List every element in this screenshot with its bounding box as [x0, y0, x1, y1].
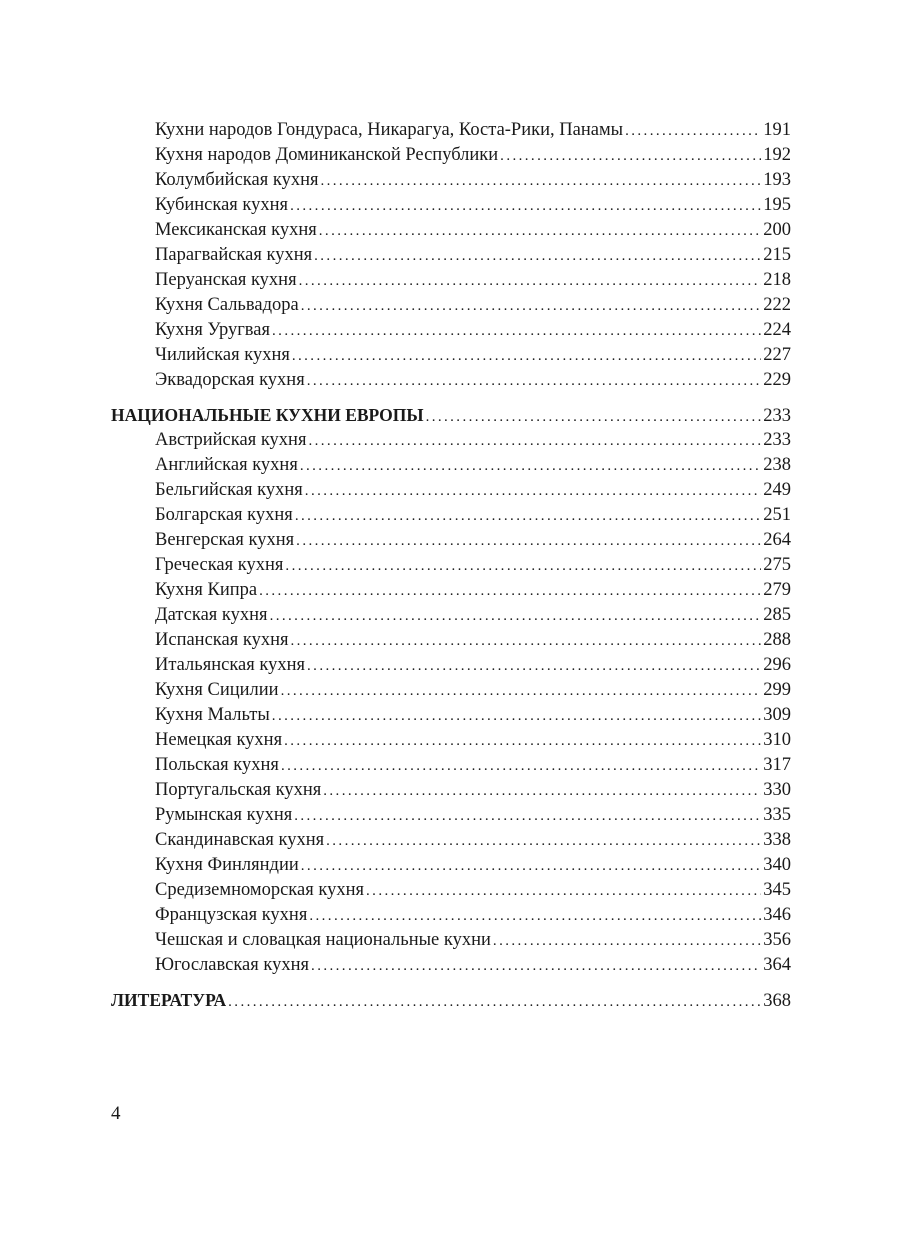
toc-entry[interactable] [111, 928, 791, 953]
toc-entry[interactable] [111, 368, 791, 393]
dot-leader [281, 679, 762, 704]
toc-entry-page: 364 [763, 955, 791, 975]
toc-entry-title: Итальянская кухня [155, 655, 306, 675]
dot-leader [259, 579, 761, 604]
toc-entry-page: 335 [763, 805, 791, 825]
toc-entry-title: Колумбийская кухня [155, 170, 319, 190]
toc-entry-title: Португальская кухня [155, 780, 322, 800]
toc-entry-title: Испанская кухня [155, 630, 289, 650]
page-number: 4 [111, 1103, 121, 1124]
toc-entry-page: 346 [763, 905, 791, 925]
toc-entry[interactable] [111, 193, 791, 218]
toc-entry[interactable] [111, 218, 791, 243]
dot-leader [305, 479, 761, 504]
toc-entry-title: Кухня Финляндии [155, 855, 299, 875]
toc-entry-title: Югославская кухня [155, 955, 310, 975]
toc-entry-page: 356 [763, 930, 791, 950]
dot-leader [307, 369, 762, 394]
toc-entry-page: 193 [763, 170, 791, 190]
dot-leader [301, 294, 762, 319]
dot-leader [285, 554, 761, 579]
toc-entry-page: 200 [763, 220, 791, 240]
dot-leader [299, 269, 762, 294]
dot-leader [290, 629, 761, 654]
dot-leader [323, 779, 761, 804]
toc-entry[interactable] [111, 878, 791, 903]
toc-entry[interactable] [111, 778, 791, 803]
toc-entry-title: Кубинская кухня [155, 195, 289, 215]
dot-leader [294, 804, 761, 829]
toc-entry-title: Кухня Сицилии [155, 680, 279, 700]
toc-entry-page: 227 [763, 345, 791, 365]
toc-entry-page: 191 [763, 120, 791, 140]
toc-entry-title: Мексиканская кухня [155, 220, 317, 240]
toc-entry-title: Скандинавская кухня [155, 830, 325, 850]
dot-leader [296, 529, 761, 554]
toc-entry[interactable] [111, 243, 791, 268]
toc-entry-page: 233 [763, 430, 791, 450]
toc-section-heading[interactable] [111, 403, 791, 428]
table-of-contents [111, 118, 791, 1013]
toc-entry-page: 368 [763, 991, 791, 1011]
toc-section-heading[interactable] [111, 988, 791, 1013]
toc-entry[interactable] [111, 703, 791, 728]
toc-entry-page: 249 [763, 480, 791, 500]
toc-entry[interactable] [111, 953, 791, 978]
toc-entry-title: Греческая кухня [155, 555, 284, 575]
toc-entry[interactable] [111, 828, 791, 853]
dot-leader [295, 504, 761, 529]
toc-entry-title: Кухня народов Доминиканской Республики [155, 145, 499, 165]
toc-entry-title: Австрийская кухня [155, 430, 307, 450]
toc-entry-title: Кухня Сальвадора [155, 295, 299, 315]
toc-entry-title: Английская кухня [155, 455, 298, 475]
dot-leader [290, 194, 761, 219]
toc-entry-title: Кухни народов Гондураса, Никарагуа, Коста-Рики, Панамы [155, 120, 624, 140]
toc-entry-page: 340 [763, 855, 791, 875]
toc-entry[interactable] [111, 143, 791, 168]
toc-entry-page: 345 [763, 880, 791, 900]
dot-leader [320, 169, 761, 194]
toc-entry[interactable] [111, 293, 791, 318]
toc-entry-title: Датская кухня [155, 605, 268, 625]
toc-entry[interactable] [111, 678, 791, 703]
toc-entry-page: 309 [763, 705, 791, 725]
toc-entry-page: 251 [763, 505, 791, 525]
dot-leader [292, 344, 761, 369]
toc-entry-page: 279 [763, 580, 791, 600]
toc-entry-title: Французская кухня [155, 905, 308, 925]
dot-leader [228, 990, 761, 1015]
toc-entry[interactable] [111, 853, 791, 878]
toc-entry-page: 330 [763, 780, 791, 800]
dot-leader [272, 319, 761, 344]
toc-entry-page: 288 [763, 630, 791, 650]
toc-entry[interactable] [111, 803, 791, 828]
dot-leader [301, 854, 761, 879]
dot-leader [426, 405, 762, 430]
toc-entry-title: Немецкая кухня [155, 730, 283, 750]
toc-section-title: НАЦИОНАЛЬНЫЕ КУХНИ ЕВРОПЫ [111, 405, 424, 425]
toc-entry-page: 233 [763, 406, 791, 426]
toc-entry[interactable] [111, 503, 791, 528]
toc-entry[interactable] [111, 453, 791, 478]
dot-leader [326, 829, 761, 854]
dot-leader [319, 219, 761, 244]
toc-entry-page: 296 [763, 655, 791, 675]
toc-entry[interactable] [111, 728, 791, 753]
dot-leader [493, 929, 761, 954]
toc-entry[interactable] [111, 903, 791, 928]
toc-entry-page: 285 [763, 605, 791, 625]
toc-entry-title: Средиземноморская кухня [155, 880, 365, 900]
toc-entry[interactable] [111, 478, 791, 503]
toc-entry-page: 224 [763, 320, 791, 340]
toc-entry-title: Румынская кухня [155, 805, 293, 825]
toc-entry-title: Кухня Кипра [155, 580, 258, 600]
toc-entry-title: Болгарская кухня [155, 505, 293, 525]
dot-leader [311, 954, 761, 979]
toc-entry-title: Эквадорская кухня [155, 370, 305, 390]
toc-entry[interactable] [111, 268, 791, 293]
dot-leader [272, 704, 761, 729]
toc-entry-page: 264 [763, 530, 791, 550]
toc-entry-page: 317 [763, 755, 791, 775]
toc-entry-page: 218 [763, 270, 791, 290]
toc-entry[interactable] [111, 753, 791, 778]
toc-entry[interactable] [111, 653, 791, 678]
toc-entry-page: 310 [763, 730, 791, 750]
toc-entry-page: 238 [763, 455, 791, 475]
toc-entry-title: Чешская и словацкая национальные кухни [155, 930, 491, 950]
dot-leader [308, 429, 761, 454]
toc-entry[interactable] [111, 428, 791, 453]
toc-entry[interactable] [111, 118, 791, 143]
toc-entry-page: 338 [763, 830, 791, 850]
toc-section-title: ЛИТЕРАТУРА [111, 990, 227, 1010]
dot-leader [270, 604, 762, 629]
toc-entry-title: Венгерская кухня [155, 530, 295, 550]
toc-entry[interactable] [111, 528, 791, 553]
toc-entry[interactable] [111, 553, 791, 578]
toc-entry[interactable] [111, 603, 791, 628]
toc-entry-page: 229 [763, 370, 791, 390]
dot-leader [366, 879, 761, 904]
toc-entry[interactable] [111, 168, 791, 193]
toc-entry-title: Кухня Уругвая [155, 320, 271, 340]
dot-leader [300, 454, 761, 479]
toc-entry-page: 299 [763, 680, 791, 700]
toc-entry[interactable] [111, 578, 791, 603]
toc-entry[interactable] [111, 343, 791, 368]
toc-entry[interactable] [111, 628, 791, 653]
toc-entry-title: Бельгийская кухня [155, 480, 303, 500]
toc-entry-title: Перуанская кухня [155, 270, 297, 290]
toc-entry-page: 215 [763, 245, 791, 265]
toc-entry-title: Кухня Мальты [155, 705, 270, 725]
toc-entry-page: 195 [763, 195, 791, 215]
dot-leader [281, 754, 761, 779]
dot-leader [625, 119, 761, 144]
dot-leader [284, 729, 761, 754]
toc-entry-page: 222 [763, 295, 791, 315]
toc-entry-page: 192 [763, 145, 791, 165]
dot-leader [309, 904, 761, 929]
toc-entry-title: Парагвайская кухня [155, 245, 313, 265]
toc-entry-title: Чилийская кухня [155, 345, 290, 365]
dot-leader [307, 654, 761, 679]
toc-entry[interactable] [111, 318, 791, 343]
dot-leader [314, 244, 761, 269]
toc-entry-page: 275 [763, 555, 791, 575]
dot-leader [500, 144, 761, 169]
toc-entry-title: Польская кухня [155, 755, 279, 775]
